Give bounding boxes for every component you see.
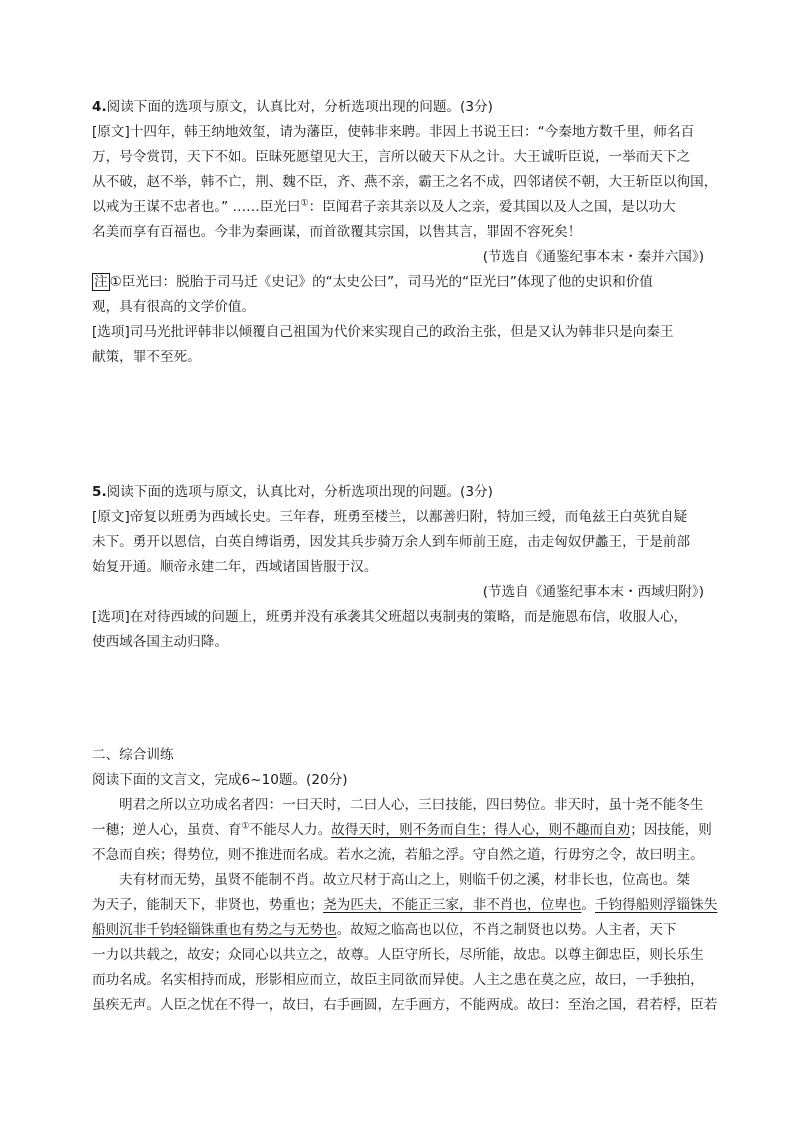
option-line: 使西域各国主动归降。 <box>92 634 228 650</box>
source-citation: (节选自《通鉴纪事本末・西域归附》) <box>482 584 704 600</box>
passage-line: 为天子，能制天下，非贤也，势重也；尧为匹夫，不能正三家，非不肖也，位卑也。千钧得船则浮锱铢失 <box>92 897 718 913</box>
option-line: [选项]在对待西域的问题上，班勇并没有承袭其父班超以夷制夷的策略，而是施恩布信，收服人心， <box>92 609 688 625</box>
original-text-line: 未下。勇开以恩信，白英自缚诣勇，因发其兵步骑万余人到车师前王庭，击走匈奴伊蠡王，于是前部 <box>92 534 691 550</box>
footnote-mark: ① <box>300 198 309 209</box>
original-text-line: 万，号令赏罚，天下不如。臣昧死愿望见大王，言所以破天下从之计。大王诚听臣说，一举而天下之 <box>92 149 691 165</box>
passage-line: 虽疾无声。人臣之忧在不得一，故曰，右手画圆，左手画方，不能两成。故曰：至治之国，君若桴，臣若 <box>92 997 718 1013</box>
original-text-line: 名美而享有百福也。今非为秦画谋，而首欲覆其宗国，以售其言，罪固不容死矣！ <box>92 224 582 240</box>
source-citation: (节选自《通鉴纪事本末・秦并六国》) <box>482 249 704 265</box>
section-2 <box>92 743 718 1018</box>
footnote-mark: ① <box>241 821 250 832</box>
passage-line: 明君之所以立功成名者四：一曰天时，二曰人心，三曰技能，四曰势位。非天时，虽十尧不能冬生 <box>119 797 704 813</box>
passage-line: 一穗；逆人心，虽贲、育①不能尽人力。故得天时，则不务而自生；得人心，则不趣而自劝；因技能，则 <box>92 821 712 838</box>
question-4-title: 4.阅读下面的选项与原文，认真比对，分析选项出现的问题。(3分) <box>92 99 493 115</box>
annotation-line: 注 ①臣光曰：脱胎于司马迁《史记》的“太史公曰”，司马光的“臣光曰”体现了他的史识和价值 <box>94 274 653 290</box>
original-text-line: 始复开通。顺帝永建二年，西域诸国皆服于汉。 <box>92 559 378 575</box>
question-number: 4. <box>92 99 107 115</box>
note-tag: 注 <box>94 274 108 290</box>
passage-line: 不急而自疾；得势位，则不推进而名成。若水之流，若船之浮。守自然之道，行毋穷之令，故曰明主。 <box>92 847 704 863</box>
passage-line: 而功名成。名实相持而成，形影相应而立，故臣主同欲而异使。人主之患在莫之应，故曰，一手独拍， <box>92 972 704 988</box>
section-intro: 阅读下面的文言文，完成6~10题。(20分) <box>92 772 348 788</box>
section-heading: 二、综合训练 <box>92 747 174 763</box>
original-text-line: [原文]十四年，韩王纳地效玺，请为藩臣，使韩非来聘。非因上书说王曰：“今秦地方数千里，师名百 <box>92 124 695 140</box>
passage-line: 船则沉非千钧轻锱铢重也有势之与无势也。故短之临高也以位，不肖之制贤也以势。人主者，天下 <box>92 922 677 938</box>
question-4 <box>92 95 718 370</box>
question-5 <box>92 480 704 655</box>
question-number: 5. <box>92 484 107 500</box>
option-line: [选项]司马光批评韩非以倾覆自己祖国为代价来实现自己的政治主张，但是又认为韩非只是向秦王 <box>92 324 674 340</box>
original-text-line: 以戒为王谋不忠者也。” ……臣光曰①：臣闻君子亲其亲以及人之亲，爱其国以及人之国，是以功大 <box>92 198 676 215</box>
underlined-sentence: 船则沉非千钧轻锱铢重也有势之与无势也 <box>92 922 337 938</box>
underlined-sentence: 尧为匹夫，不能正三家，非不肖也，位卑也 <box>323 897 582 913</box>
underlined-sentence: 千钧得船则浮锱铢失 <box>594 897 718 913</box>
original-text-line: 从不破，赵不举，韩不亡，荆、魏不臣，齐、燕不亲，霸王之名不成，四邻诸侯不朝，大王斩臣以徇国， <box>92 174 718 190</box>
original-text-line: [原文]帝复以班勇为西域长史。三年春，班勇至楼兰，以鄯善归附，特加三绶，而龟兹王白英犹自疑 <box>92 509 688 525</box>
annotation-line: 观，具有很高的文学价值。 <box>92 299 256 315</box>
option-line: 献策，罪不至死。 <box>92 349 201 365</box>
underlined-sentence: 故得天时，则不务而自生；得人心，则不趣而自劝 <box>331 822 631 838</box>
passage-line: 夫有材而无势，虽贤不能制不肖。故立尺材于高山之上，则临千仞之溪，材非长也，位高也。桀 <box>119 872 690 888</box>
question-5-title: 5.阅读下面的选项与原文，认真比对，分析选项出现的问题。(3分) <box>92 484 493 500</box>
passage-line: 一力以共载之，故安；众同心以共立之，故尊。人臣守所长，尽所能，故忠。以尊主御忠臣，则长乐生 <box>92 947 704 963</box>
